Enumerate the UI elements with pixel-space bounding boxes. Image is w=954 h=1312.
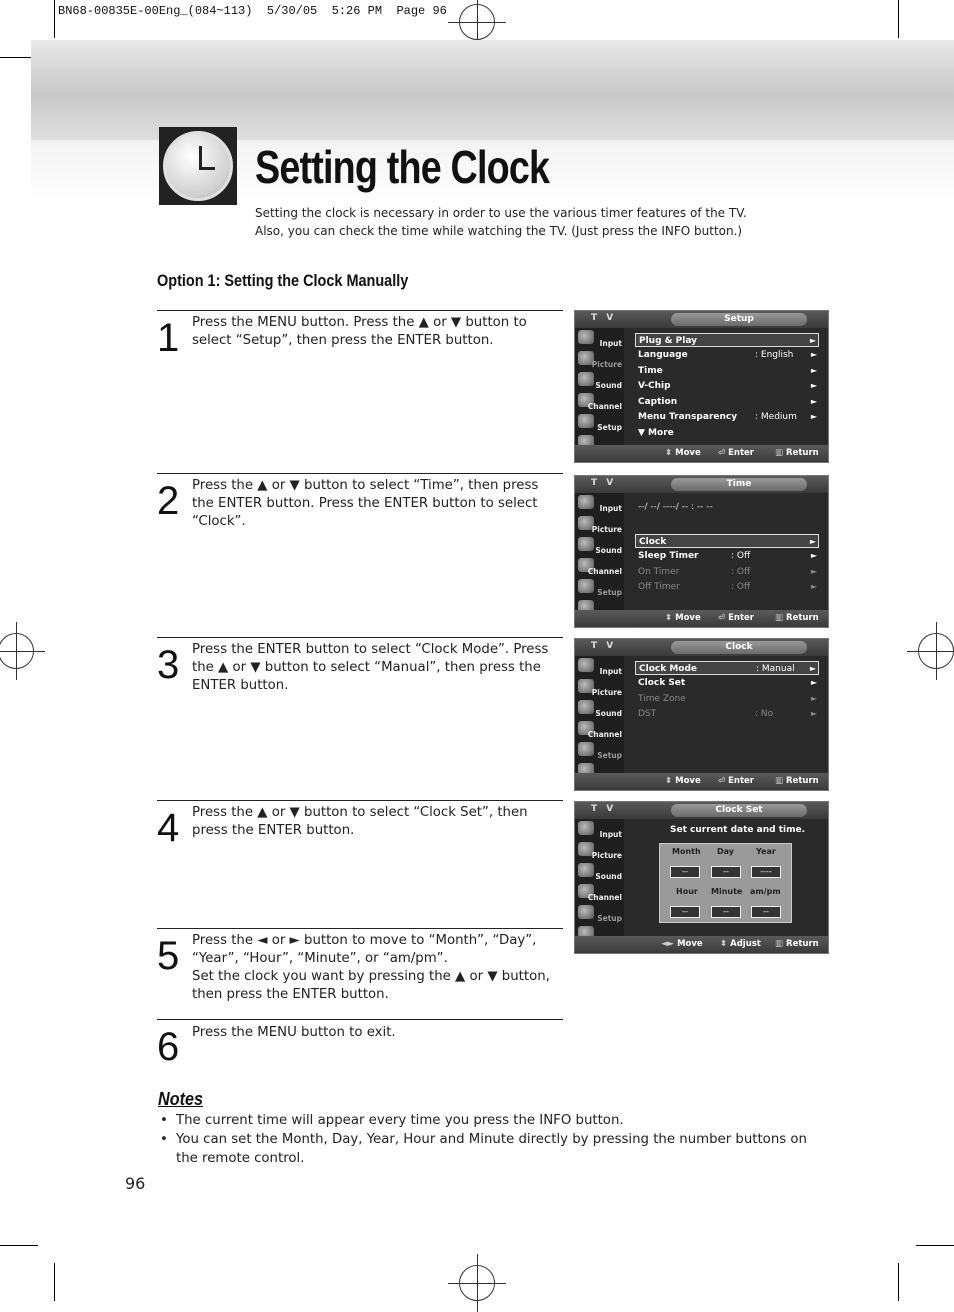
intro-line-1: Setting the clock is necessary in order to use the various timer features of the TV.	[255, 206, 747, 220]
osd-return-hint: ▥ Return	[775, 939, 819, 949]
notes-heading: Notes	[158, 1089, 204, 1109]
osd-side-setup: Setup	[575, 577, 624, 598]
header-banner	[31, 40, 954, 140]
crop-mark	[898, 1263, 899, 1301]
osd-bottom-bar	[575, 936, 828, 953]
step-number: 6	[157, 1025, 180, 1069]
osd-row: DST : No ►	[638, 709, 817, 719]
step-text-line: Set the clock you want by pressing the ▲ or ▼ button, then press the ENTER button.	[192, 969, 550, 1002]
sound-icon	[578, 863, 594, 877]
osd-row: Off Timer : Off ►	[638, 582, 817, 592]
osd-title: Clock	[671, 641, 807, 654]
notes-list	[158, 1111, 828, 1168]
input-icon	[578, 821, 594, 835]
step-divider	[157, 800, 563, 801]
osd-row: Menu Transparency : Medium ►	[638, 412, 817, 422]
osd-title: Setup	[671, 313, 807, 326]
clock-icon	[159, 127, 237, 205]
osd-side-input: Input	[575, 493, 624, 514]
osd-move-hint: ⬍ Move	[665, 776, 701, 786]
osd-side-sound: Sound	[575, 535, 624, 556]
osd-row: Caption ►	[638, 397, 817, 407]
osd-adjust-hint: ⬍ Adjust	[720, 939, 761, 949]
osd-side-channel: Channel	[575, 556, 624, 577]
osd-time-screen	[574, 475, 829, 628]
osd-bottom-bar	[575, 445, 828, 462]
leftright-icon: ◄►	[661, 939, 675, 949]
osd-title: Clock Set	[671, 804, 807, 817]
hour-field: --	[670, 906, 700, 918]
updown-icon: ⬍	[665, 448, 673, 458]
osd-side-sound: Sound	[575, 370, 624, 391]
minute-header: Minute	[711, 887, 743, 896]
osd-row: Time ►	[638, 366, 817, 376]
day-header: Day	[717, 847, 735, 856]
print-header: BN68-00835E-00Eng_(084~113) 5/30/05 5:26 PM Page 96	[58, 4, 447, 18]
sound-icon	[578, 537, 594, 551]
step-number: 1	[157, 316, 180, 360]
step-number: 5	[157, 934, 180, 978]
step-divider	[157, 928, 563, 929]
osd-clockset-panel	[659, 843, 792, 923]
step-divider	[157, 1019, 563, 1020]
registration-mark	[0, 633, 34, 669]
osd-title: Time	[671, 478, 807, 491]
intro-line-2: Also, you can check the time while watching the TV. (Just press the INFO button.)	[255, 224, 743, 238]
osd-row: Clock ►	[635, 534, 819, 548]
step-number: 4	[157, 806, 180, 850]
day-field: --	[711, 866, 741, 878]
crop-mark	[54, 1263, 55, 1301]
crop-mark	[0, 1245, 38, 1246]
osd-bottom-bar	[575, 773, 828, 790]
osd-setup-screen	[574, 310, 829, 463]
osd-clock-display: --/ --/ ----/ -- : -- --	[638, 502, 713, 512]
enter-icon: ⏎	[718, 448, 726, 458]
option-heading: Option 1: Setting the Clock Manually	[157, 271, 409, 290]
minute-field: --	[711, 906, 741, 918]
updown-icon: ⬍	[720, 939, 728, 949]
osd-clockset-label: Set current date and time.	[670, 825, 805, 835]
ampm-field: --	[751, 906, 781, 918]
step-text: Press the MENU button to exit.	[192, 1025, 396, 1040]
osd-return-hint: ▥ Return	[775, 448, 819, 458]
osd-top-bar	[575, 476, 828, 493]
sound-icon	[578, 700, 594, 714]
input-icon	[578, 495, 594, 509]
ampm-header: am/pm	[750, 887, 781, 896]
note-item: • You can set the Month, Day, Year, Hour and Minute directly by pressing the number buttons on the remote control.	[158, 1130, 828, 1168]
year-field: ----	[751, 866, 781, 878]
step-divider	[157, 637, 563, 638]
setup-icon	[578, 414, 594, 428]
osd-side-sound: Sound	[575, 861, 624, 882]
setup-icon	[578, 905, 594, 919]
osd-row: Plug & Play ►	[635, 333, 819, 347]
osd-side-picture: Picture	[575, 514, 624, 535]
osd-row: Clock Set ►	[638, 678, 817, 688]
registration-mark	[459, 1265, 495, 1301]
step-number: 3	[157, 643, 180, 687]
osd-enter-hint: ⏎ Enter	[718, 776, 755, 786]
setup-icon	[578, 579, 594, 593]
osd-side-channel: Channel	[575, 391, 624, 412]
osd-row: On Timer : Off ►	[638, 567, 817, 577]
osd-enter-hint: ⏎ Enter	[718, 613, 755, 623]
osd-sidebar	[575, 493, 624, 611]
year-header: Year	[756, 847, 776, 856]
osd-side-input: Input	[575, 656, 624, 677]
return-icon: ▥	[775, 939, 784, 949]
registration-mark	[918, 633, 954, 669]
osd-row: Time Zone ►	[638, 694, 817, 704]
return-icon: ▥	[775, 448, 784, 458]
osd-row: V-Chip ►	[638, 381, 817, 391]
osd-sidebar	[575, 328, 624, 446]
osd-sidebar	[575, 656, 624, 774]
osd-top-bar	[575, 802, 828, 819]
note-item: • The current time will appear every time you press the INFO button.	[158, 1111, 828, 1130]
step-text: Press the ENTER button to select “Clock Mode”. Press the ▲ or ▼ button to select “Manual”, then press the ENTER button.	[192, 642, 549, 693]
osd-side-setup: Setup	[575, 412, 624, 433]
osd-clockset-screen	[574, 801, 829, 954]
intro-text	[255, 204, 747, 240]
osd-top-bar	[575, 639, 828, 656]
step-text-line: Press the ◄ or ► button to move to “Month”, “Day”, “Year”, “Hour”, “Minute”, or “am/pm”.	[192, 933, 537, 966]
osd-tv-label: T V	[591, 641, 617, 651]
page-title: Setting the Clock	[255, 141, 550, 193]
month-header: Month	[672, 847, 701, 856]
osd-side-setup: Setup	[575, 740, 624, 761]
step-text: Press the MENU button. Press the ▲ or ▼ button to select “Setup”, then press the ENTER button.	[192, 315, 527, 348]
osd-sidebar	[575, 819, 624, 937]
step-text: Press the ▲ or ▼ button to select “Time”, then press the ENTER button. Press the ENTER button to select “Clock”.	[192, 478, 539, 529]
osd-row: ▼ More	[638, 428, 674, 438]
osd-bottom-bar	[575, 610, 828, 627]
enter-icon: ⏎	[718, 776, 726, 786]
osd-tv-label: T V	[591, 313, 617, 323]
crop-mark	[54, 0, 55, 38]
osd-side-picture: Picture	[575, 677, 624, 698]
osd-row: Sleep Timer : Off ►	[638, 551, 817, 561]
crop-mark	[898, 0, 899, 38]
registration-mark	[459, 4, 495, 40]
osd-side-sound: Sound	[575, 698, 624, 719]
step-text	[192, 932, 562, 1004]
step-divider	[157, 473, 563, 474]
step-divider	[157, 310, 563, 311]
step-number: 2	[157, 479, 180, 523]
osd-side-picture: Picture	[575, 840, 624, 861]
osd-move-hint: ◄► Move	[661, 939, 703, 949]
hour-header: Hour	[676, 887, 698, 896]
setup-icon	[578, 742, 594, 756]
osd-row: Language : English ►	[638, 350, 817, 360]
osd-top-bar	[575, 311, 828, 328]
osd-tv-label: T V	[591, 804, 617, 814]
updown-icon: ⬍	[665, 776, 673, 786]
osd-side-input: Input	[575, 819, 624, 840]
input-icon	[578, 658, 594, 672]
osd-move-hint: ⬍ Move	[665, 613, 701, 623]
osd-side-picture: Picture	[575, 349, 624, 370]
osd-enter-hint: ⏎ Enter	[718, 448, 755, 458]
osd-row: Clock Mode : Manual ►	[635, 661, 819, 675]
crop-mark	[916, 1245, 954, 1246]
osd-return-hint: ▥ Return	[775, 776, 819, 786]
osd-side-input: Input	[575, 328, 624, 349]
updown-icon: ⬍	[665, 613, 673, 623]
osd-side-channel: Channel	[575, 719, 624, 740]
step-text: Press the ▲ or ▼ button to select “Clock Set”, then press the ENTER button.	[192, 805, 528, 838]
month-field: --	[670, 866, 700, 878]
return-icon: ▥	[775, 613, 784, 623]
osd-side-setup: Setup	[575, 903, 624, 924]
osd-clock-screen	[574, 638, 829, 791]
return-icon: ▥	[775, 776, 784, 786]
sound-icon	[578, 372, 594, 386]
osd-return-hint: ▥ Return	[775, 613, 819, 623]
page-number: 96	[125, 1174, 146, 1193]
osd-tv-label: T V	[591, 478, 617, 488]
osd-move-hint: ⬍ Move	[665, 448, 701, 458]
enter-icon: ⏎	[718, 613, 726, 623]
input-icon	[578, 330, 594, 344]
osd-side-channel: Channel	[575, 882, 624, 903]
